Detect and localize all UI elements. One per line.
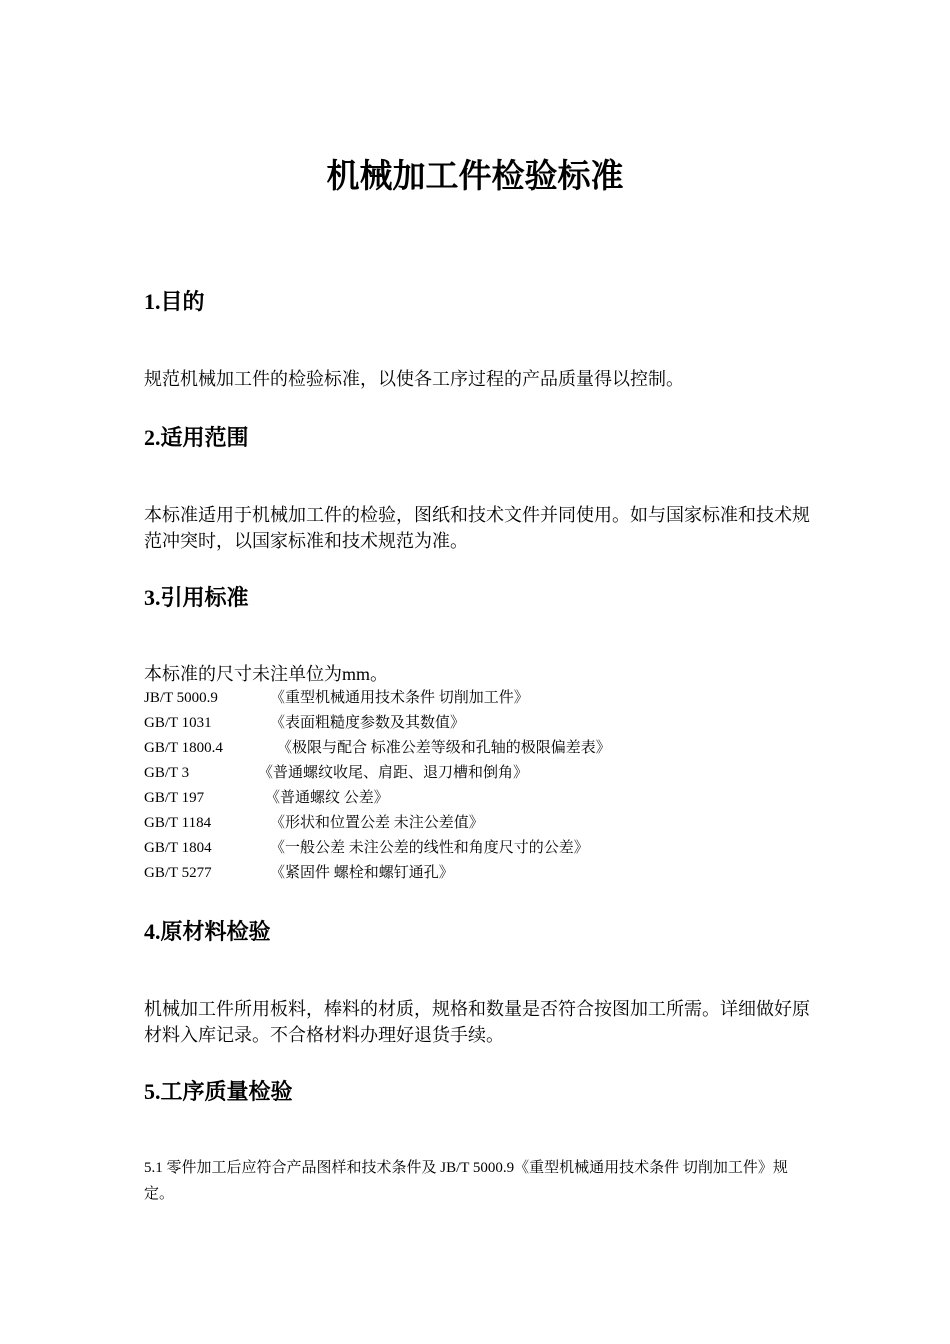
reference-item: [144, 861, 844, 886]
section-body-purpose: 规范机械加工件的检验标准，以使各工序过程的产品质量得以控制。: [144, 369, 684, 389]
reference-item: [144, 786, 844, 811]
section-body-references: 本标准的尺寸未注单位为mm。: [144, 664, 389, 684]
section-heading-references: 3.引用标准: [144, 585, 249, 610]
section-body-scope: 本标准适用于机械加工件的检验，图纸和技术文件并同使用。如与国家标准和技术规范冲突时，以国家标准和技术规范为准。: [144, 505, 810, 551]
reference-code: GB/T 3: [144, 765, 190, 781]
section-heading-process-quality: 5.工序质量检验: [144, 1079, 293, 1104]
reference-name: 《形状和位置公差 未注公差值》: [270, 815, 484, 831]
reference-item: [144, 836, 844, 861]
reference-code: GB/T 1800.4: [144, 740, 223, 756]
reference-code: GB/T 5277: [144, 865, 212, 881]
reference-name: 《一般公差 未注公差的线性和角度尺寸的公差》: [270, 840, 589, 856]
section-body-raw-material: 机械加工件所用板料，棒料的材质，规格和数量是否符合按图加工所需。详细做好原材料入库记录。不合格材料办理好退货手续。: [144, 999, 810, 1045]
document-title: 机械加工件检验标准: [326, 159, 624, 195]
reference-item: [144, 711, 844, 736]
reference-item: [144, 761, 844, 786]
reference-code: GB/T 197: [144, 790, 205, 806]
reference-item: [144, 811, 844, 836]
reference-name: 《普通螺纹 公差》: [265, 790, 389, 806]
section-body-process-quality: 5.1 零件加工后应符合产品图样和技术条件及 JB/T 5000.9《重型机械通用技术条件 切削加工件》规定。: [144, 1160, 788, 1202]
reference-name: 《表面粗糙度参数及其数值》: [270, 715, 466, 731]
reference-name: 《重型机械通用技术条件 切削加工件》: [270, 690, 529, 706]
section-heading-raw-material: 4.原材料检验: [144, 919, 271, 944]
reference-code: GB/T 1031: [144, 715, 212, 731]
reference-name: 《普通螺纹收尾、肩距、退刀槽和倒角》: [258, 765, 529, 781]
reference-code: GB/T 1184: [144, 815, 212, 831]
section-heading-scope: 2.适用范围: [144, 425, 249, 450]
reference-list: [144, 686, 844, 886]
reference-name: 《紧固件 螺栓和螺钉通孔》: [270, 865, 454, 881]
section-heading-purpose: 1.目的: [144, 289, 205, 314]
reference-item: [144, 686, 844, 711]
reference-code: GB/T 1804: [144, 840, 212, 856]
reference-code: JB/T 5000.9: [144, 690, 218, 706]
reference-name: 《极限与配合 标准公差等级和孔轴的极限偏差表》: [277, 740, 611, 756]
reference-item: [144, 736, 844, 761]
